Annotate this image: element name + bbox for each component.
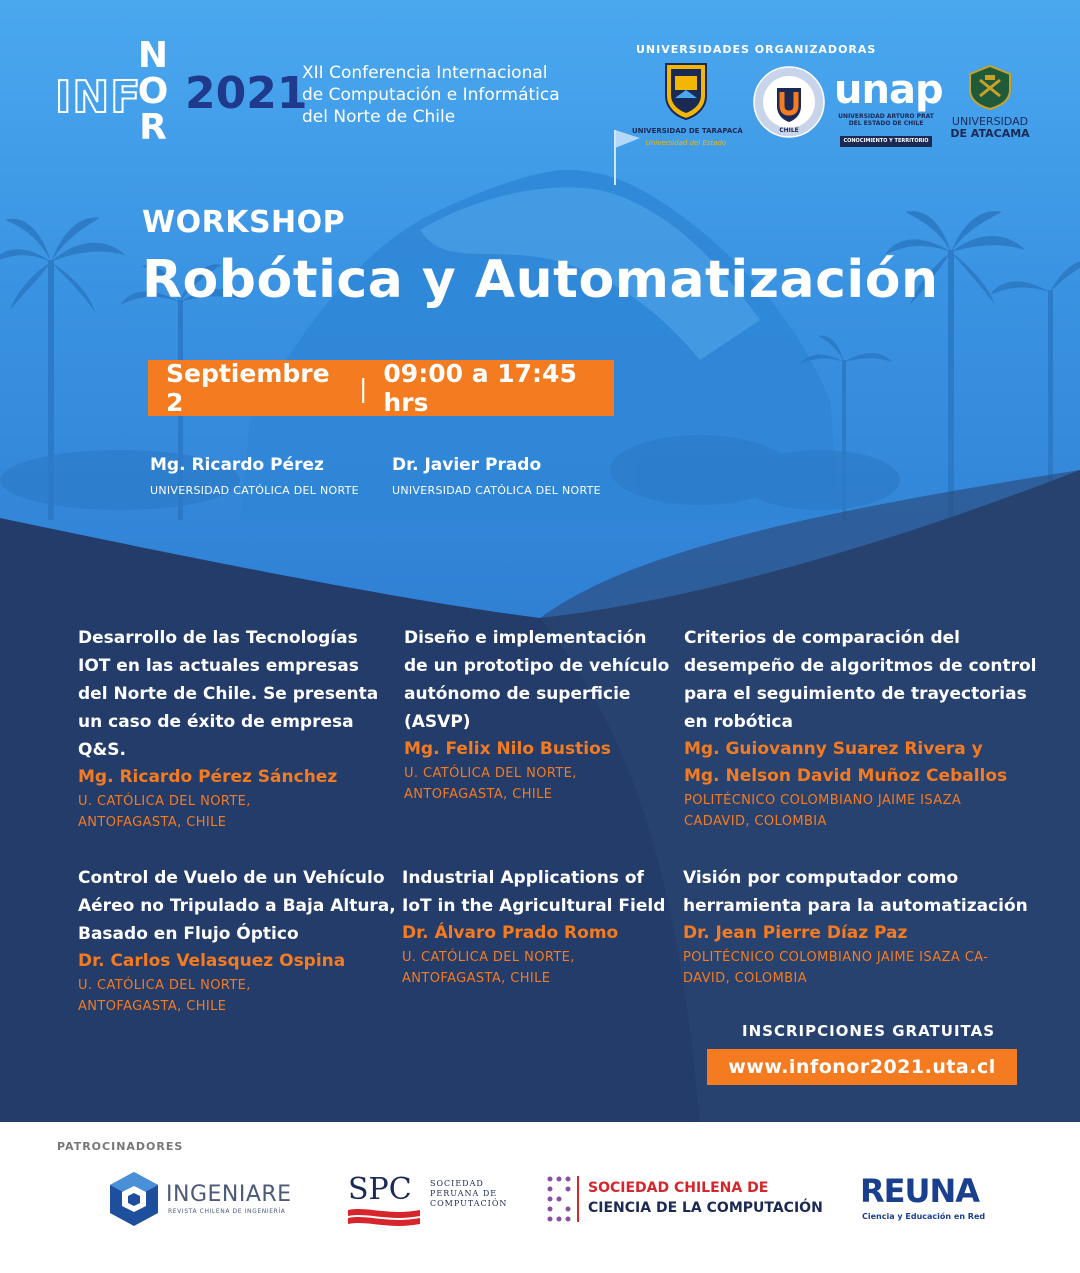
sponsor-name: INGENIARE bbox=[166, 1182, 292, 1207]
logo-inf-text: INF bbox=[55, 72, 142, 123]
conference-title-line: de Computación e Informática bbox=[302, 85, 560, 105]
talk-author: Dr. Carlos Velasquez Ospina bbox=[78, 951, 346, 971]
reuna-logo-icon: REUNA bbox=[860, 1172, 980, 1210]
talk-affiliation: POLITÉCNICO COLOMBIANO JAIME ISAZA CADAVID, COLOMBIA bbox=[684, 793, 962, 829]
sponsor-name: SPC bbox=[348, 1172, 412, 1207]
speaker-name: Dr. Javier Prado bbox=[392, 455, 542, 475]
sponsor-name: SOCIEDAD CHILENA DE bbox=[588, 1180, 769, 1196]
logo-nor-letter: N bbox=[137, 35, 169, 76]
talk-title: Industrial Applications of IoT in the Agricultural Field bbox=[402, 868, 666, 916]
workshop-time: 09:00 a 17:45 hrs bbox=[383, 359, 577, 417]
speaker-affiliation: UNIVERSIDAD CATÓLICA DEL NORTE bbox=[392, 484, 601, 497]
workshop-label: WORKSHOP bbox=[142, 205, 346, 240]
talk-author: Mg. Felix Nilo Bustios bbox=[404, 739, 611, 759]
talk-author: Dr. Álvaro Prado Romo bbox=[402, 923, 619, 943]
talk-card-2 bbox=[404, 624, 674, 805]
organizer-name: DE ATACAMA bbox=[950, 127, 1030, 140]
ingeniare-cube-icon bbox=[108, 1170, 160, 1228]
talk-title: Control de Vuelo de un Vehículo Aéreo no Tripulado a Baja Altura, Basado en Flujo Óptico bbox=[78, 868, 396, 944]
conference-title-line: del Norte de Chile bbox=[302, 107, 456, 127]
sponsor-sub: Ciencia y Educación en Red bbox=[862, 1212, 986, 1221]
organizers-label: UNIVERSIDADES ORGANIZADORAS bbox=[636, 43, 877, 56]
workshop-title: Robótica y Automatización bbox=[142, 250, 939, 310]
sponsor-sub: REVISTA CHILENA DE INGENIERÍA bbox=[168, 1208, 286, 1215]
talk-affiliation: U. CATÓLICA DEL NORTE, ANTOFAGASTA, CHILE bbox=[78, 794, 251, 830]
sponsor-name: CIENCIA DE LA COMPUTACIÓN bbox=[588, 1200, 823, 1216]
sponsors-label: PATROCINADORES bbox=[57, 1140, 184, 1153]
workshop-date: Septiembre 2 bbox=[166, 359, 330, 417]
logo-nor-letter: O bbox=[137, 71, 169, 112]
talk-affiliation: U. CATÓLICA DEL NORTE, ANTOFAGASTA, CHILE bbox=[78, 978, 251, 1014]
organizer-motto: Universidad del Estado bbox=[645, 139, 727, 147]
talk-author: Mg. Ricardo Pérez Sánchez bbox=[78, 767, 338, 787]
logo-nor-letter: R bbox=[139, 107, 167, 148]
talk-author: Dr. Jean Pierre Díaz Paz bbox=[683, 923, 908, 943]
conference-title-line: XII Conferencia Internacional bbox=[302, 63, 548, 83]
spc-flag-icon bbox=[348, 1208, 420, 1226]
talk-title: Desarrollo de las Tecnologías IOT en las actuales empresas del Norte de Chile. Se presenta un caso de éxito de empresa Q&S. bbox=[78, 628, 379, 760]
organizer-name: DEL ESTADO DE CHILE bbox=[848, 120, 924, 127]
sponsor-sub-line: SOCIEDAD bbox=[430, 1179, 484, 1188]
sponsor-sub bbox=[430, 1179, 507, 1209]
sponsor-spc bbox=[348, 1174, 518, 1230]
talk-card-5 bbox=[402, 864, 672, 989]
talk-card-6 bbox=[683, 864, 1053, 989]
talk-author: Mg. Guiovanny Suarez Rivera y Mg. Nelson David Muñoz Ceballos bbox=[684, 739, 1008, 786]
organizer-name: UNIVERSIDAD bbox=[951, 115, 1029, 128]
sponsor-reuna bbox=[860, 1172, 1010, 1226]
organizer-name: UNIVERSIDAD ARTURO PRAT bbox=[838, 113, 934, 120]
talk-card-1 bbox=[78, 624, 388, 833]
talk-title: Diseño e implementación de un prototipo de vehículo autónomo de superficie (ASVP) bbox=[404, 628, 670, 732]
registration-url-link[interactable]: www.infonor2021.uta.cl bbox=[707, 1049, 1017, 1085]
date-separator: | bbox=[358, 373, 368, 403]
organizer-tag: CONOCIMIENTO Y TERRITORIO bbox=[840, 136, 931, 147]
speaker-affiliation: UNIVERSIDAD CATÓLICA DEL NORTE bbox=[150, 484, 359, 497]
organizer-sub: CHILE bbox=[779, 127, 799, 134]
organizer-name: UNIVERSIDAD DE TARAPACÁ bbox=[632, 127, 743, 135]
talk-card-4 bbox=[78, 864, 398, 1017]
talk-title: Criterios de comparación del desempeño de algoritmos de control para el seguimiento de trayectorias en robótica bbox=[684, 628, 1037, 732]
logo-year: 2021 bbox=[185, 68, 308, 119]
sponsor-sub-line: COMPUTACIÓN bbox=[430, 1199, 508, 1208]
registration-label: INSCRIPCIONES GRATUITAS bbox=[742, 1022, 996, 1040]
unap-logo-icon: unap bbox=[834, 67, 943, 113]
sponsor-sub-line: PERUANA DE bbox=[430, 1189, 498, 1198]
sccc-dots-icon bbox=[546, 1174, 582, 1224]
speaker-name: Mg. Ricardo Pérez bbox=[150, 455, 324, 475]
talk-affiliation: U. CATÓLICA DEL NORTE, ANTOFAGASTA, CHILE bbox=[402, 950, 575, 986]
talk-affiliation: POLITÉCNICO COLOMBIANO JAIME ISAZA CA- DAVID, COLOMBIA bbox=[683, 950, 989, 986]
talk-title: Visión por computador como herramienta para la automatización bbox=[683, 868, 1028, 916]
sponsor-ingeniare bbox=[108, 1170, 308, 1230]
sponsor-sccc bbox=[546, 1174, 836, 1230]
talk-affiliation: U. CATÓLICA DEL NORTE, ANTOFAGASTA, CHILE bbox=[404, 766, 577, 802]
talk-card-3 bbox=[684, 624, 1064, 832]
sponsors-strip bbox=[0, 1122, 1080, 1273]
